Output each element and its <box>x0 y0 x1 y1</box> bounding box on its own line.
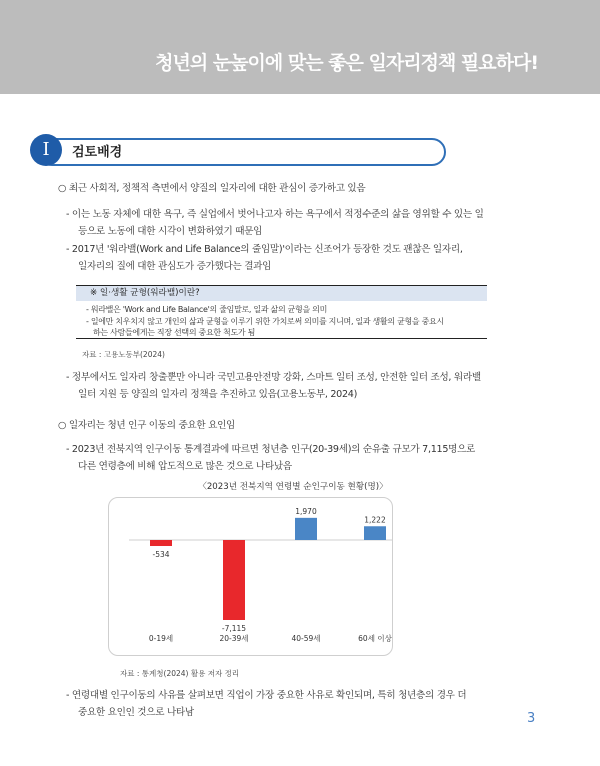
box-line-3: 하는 사람들에게는 직장 선택의 중요한 척도가 됨 <box>93 328 256 337</box>
box-line-2: - 일에만 치우치지 않고 개인의 삶과 균형을 이루기 위한 가치로써 의미를 지니며, 일과 생활의 균형을 중요시 <box>86 317 444 326</box>
category-label-3: 40-59세 <box>291 634 321 643</box>
bar-3 <box>295 518 317 540</box>
category-label-2: 20-39세 <box>219 634 249 643</box>
value-label-1: -534 <box>152 550 170 560</box>
paragraph-1-dash-2-line-2: 일자리의 질에 대한 관심도가 증가했다는 결과임 <box>78 261 272 272</box>
value-label-2: -7,115 <box>221 624 247 633</box>
bar-2 <box>223 540 245 620</box>
box-source: 자료 : 고용노동부(2024) <box>82 350 165 359</box>
paragraph-2-dash-1-line-1: - 2023년 전북지역 인구이동 통계결과에 따르면 청년층 인구(20-39세)의 순유출 규모가 7,115명으로 <box>66 444 476 455</box>
chart-title: 〈2023년 전북지역 연령별 순인구이동 현황(명)〉 <box>198 482 388 492</box>
category-label-4: 60세 이상 <box>358 634 392 643</box>
paragraph-1-dash-1-line-1: - 이는 노동 자체에 대한 욕구, 즉 실업에서 벗어나고자 하는 욕구에서 적정수준의 삶을 영위할 수 있는 일 <box>66 209 484 220</box>
bar-4 <box>364 526 386 540</box>
section-title: 검토배경 <box>72 145 123 160</box>
paragraph-2: ○ 일자리는 청년 인구 이동의 중요한 요인임 <box>58 420 236 431</box>
bar-chart <box>109 498 392 655</box>
section-number: I <box>30 134 62 166</box>
worklife-balance-box <box>76 285 487 339</box>
chart-frame <box>108 497 393 656</box>
category-label-1: 0-19세 <box>148 634 174 643</box>
paragraph-1: ○ 최근 사회적, 정책적 측면에서 양질의 일자리에 대한 관심이 증가하고 있음 <box>58 183 366 194</box>
box-line-1: - 워라밸은 'Work and Life Balance'의 줄임말로, 일과 삶의 균형을 의미 <box>86 305 327 314</box>
header-banner <box>0 0 600 94</box>
paragraph-2-dash-2-line-1: - 연령대별 인구이동의 사유를 살펴보면 직업이 가장 중요한 사유로 확인되며, 특히 청년층의 경우 더 <box>66 690 467 701</box>
page-number: 3 <box>527 711 536 726</box>
value-label-3: 1,970 <box>295 506 317 516</box>
paragraph-1-dash-1-line-2: 등으로 노동에 대한 시각이 변화하였기 때문임 <box>78 226 263 237</box>
paragraph-2-dash-1-line-2: 다른 연령층에 비해 압도적으로 많은 것으로 나타났음 <box>78 461 292 472</box>
paragraph-2-dash-2-line-2: 중요한 요인인 것으로 나타남 <box>78 707 194 718</box>
paragraph-1-dash-2-line-1: - 2017년 '워라밸(Work and Life Balance의 줄임말)'이라는 신조어가 등장한 것도 괜찮은 일자리, <box>66 244 463 255</box>
box-title: ※ 일·생활 균형(워라밸)이란? <box>76 286 487 301</box>
header-title: 청년의 눈높이에 맞는 좋은 일자리정책 필요하다! <box>155 52 538 74</box>
chart-source: 자료 : 통계청(2024) 활용 저자 정리 <box>120 669 240 678</box>
paragraph-1-dash-3-line-1: - 정부에서도 일자리 창출뿐만 아니라 국민고용안전망 강화, 스마트 일터 조성, 안전한 일터 조성, 워라밸 <box>66 372 481 383</box>
value-label-4: 1,222 <box>364 515 386 525</box>
bar-1 <box>150 540 172 546</box>
section-heading <box>30 134 446 166</box>
paragraph-1-dash-3-line-2: 일터 지원 등 양질의 일자리 정책을 추진하고 있음(고용노동부, 2024) <box>78 389 358 400</box>
